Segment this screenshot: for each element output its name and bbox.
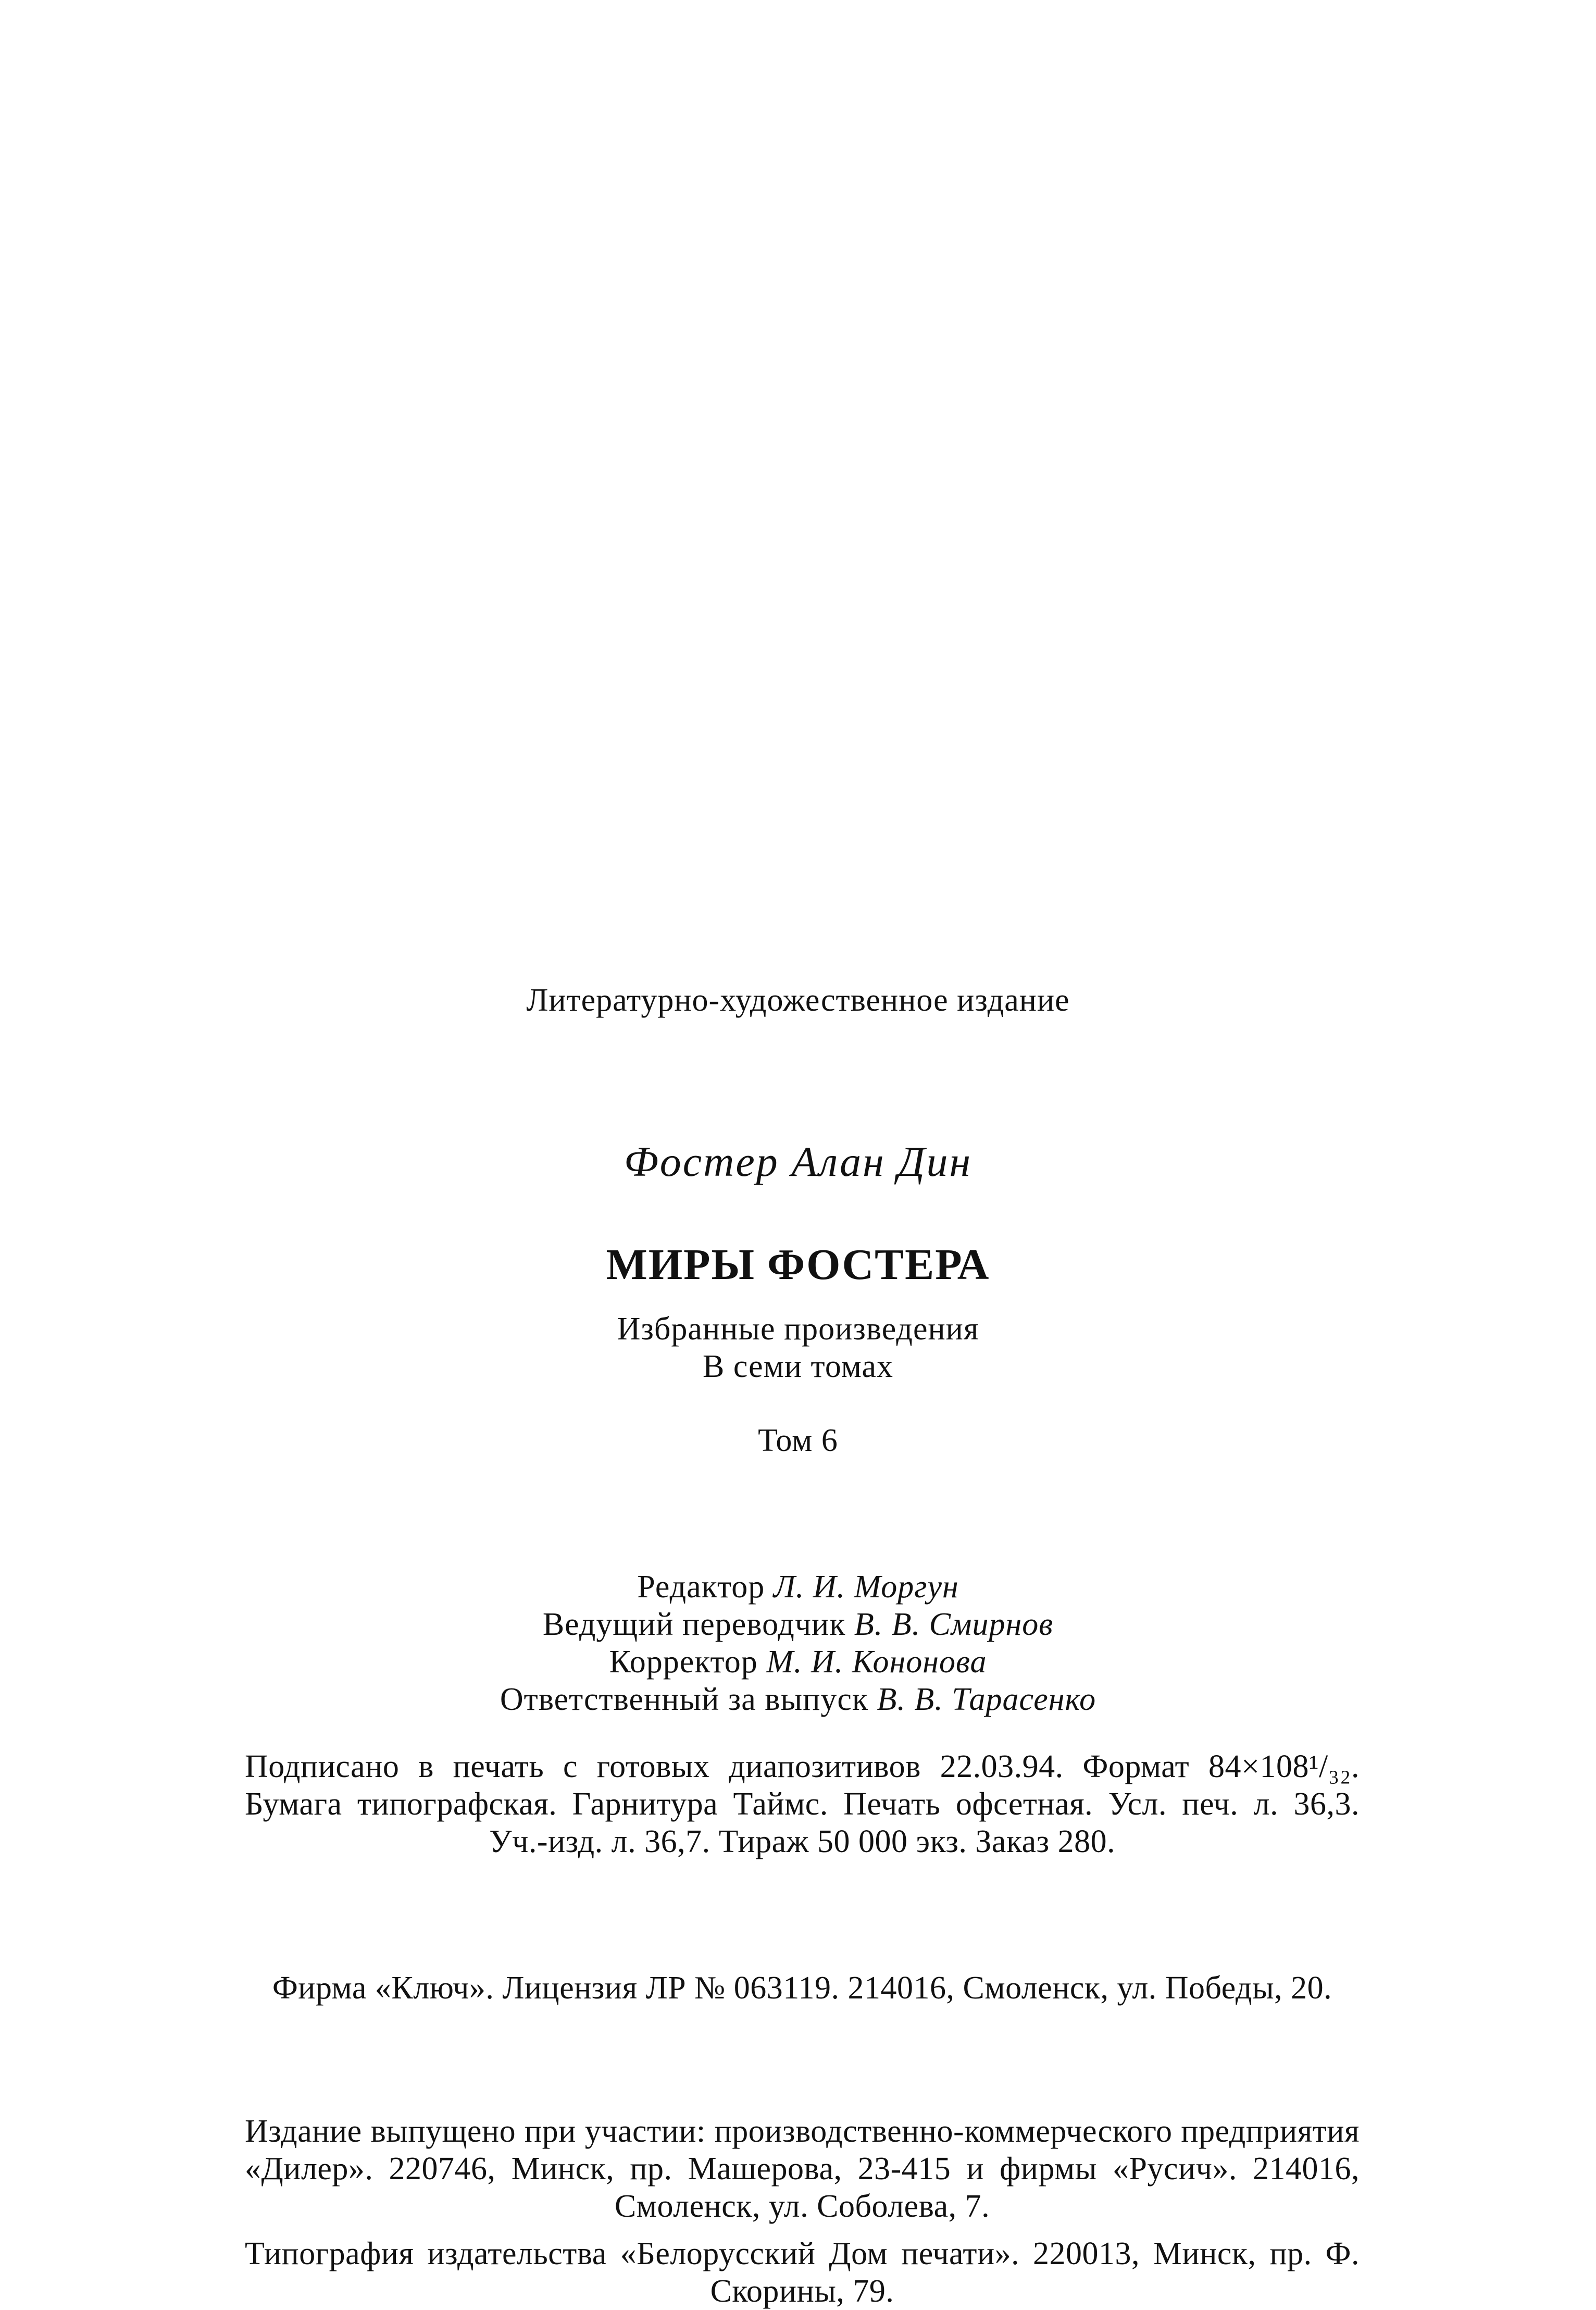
- credit-role: Редактор: [637, 1569, 765, 1605]
- publisher-firm-paragraph: Фирма «Ключ». Лицензия ЛР № 063119. 214016, Смоленск, ул. Победы, 20.: [272, 1970, 1332, 2006]
- co-publishers-paragraph: Издание выпущено при участии: производственно-коммерческого предприятия «Дилер». 220746, Минск, пр. Машерова, 23-415 и фирмы «Русич». 214016, Смоленск, ул. Соболева, 7.: [245, 2114, 1360, 2224]
- credits: [0, 1568, 1596, 1718]
- credit-lead-translator: [0, 1606, 1596, 1643]
- volume-number: Том 6: [758, 1423, 838, 1458]
- credit-role: Ведущий переводчик: [542, 1607, 846, 1642]
- printing-house-paragraph: Типография издательства «Белорусский Дом печати». 220013, Минск, пр. Ф. Скорины, 79.: [245, 2236, 1360, 2309]
- credit-proofreader: [0, 1643, 1596, 1681]
- credit-name: В. В. Смирнов: [854, 1607, 1054, 1642]
- print-specs-paragraph: Подписано в печать с готовых диапозитивов 22.03.94. Формат 84×108¹/₃₂. Бумага типографская. Гарнитура Таймс. Печать офсетная. Усл. печ. л. 36,3. Уч.-изд. л. 36,7. Тираж 50 000 экз. Заказ 280.: [245, 1749, 1360, 1859]
- subtitle-line-2: В семи томах: [703, 1349, 893, 1384]
- author-name: Фостер Алан Дин: [624, 1138, 972, 1185]
- credit-name: Л. И. Моргун: [773, 1569, 959, 1605]
- book-title: МИРЫ ФОСТЕРА: [606, 1240, 990, 1289]
- subtitle-line-1: Избранные произведения: [617, 1311, 979, 1347]
- credit-responsible: [0, 1681, 1596, 1718]
- credit-editor: [0, 1568, 1596, 1606]
- credit-name: М. И. Кононова: [766, 1644, 987, 1680]
- credit-role: Корректор: [609, 1644, 758, 1680]
- edition-type: Литературно-художественное издание: [526, 983, 1070, 1018]
- credit-name: В. В. Тарасенко: [877, 1682, 1096, 1717]
- subtitle: [0, 1310, 1596, 1385]
- credit-role: Ответственный за выпуск: [500, 1682, 869, 1717]
